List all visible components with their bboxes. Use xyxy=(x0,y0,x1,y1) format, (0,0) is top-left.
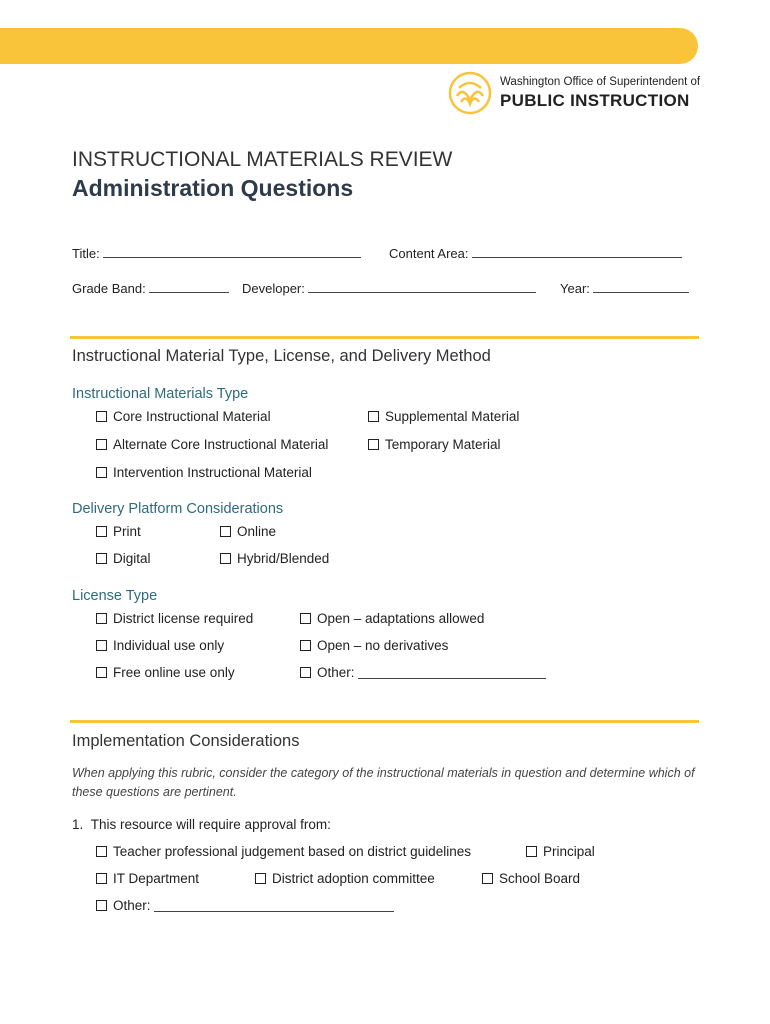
checkbox-icon[interactable] xyxy=(482,873,493,884)
checkbox-temporary[interactable] xyxy=(368,437,501,452)
checkbox-print[interactable] xyxy=(96,524,141,539)
checkbox-intervention[interactable] xyxy=(96,465,312,480)
section-divider-1 xyxy=(70,336,699,339)
checkbox-icon[interactable] xyxy=(300,667,311,678)
checkbox-label: Other: xyxy=(113,898,151,913)
license-other-line[interactable] xyxy=(358,667,546,679)
content-area-field[interactable] xyxy=(389,246,682,261)
checkbox-label: IT Department xyxy=(113,871,200,886)
logo-public-instruction: PUBLIC INSTRUCTION xyxy=(500,91,690,110)
content-area-field-line[interactable] xyxy=(472,246,682,258)
checkbox-icon[interactable] xyxy=(96,613,107,624)
grade-band-field[interactable] xyxy=(72,281,229,296)
checkbox-label: Online xyxy=(237,524,277,539)
checkbox-icon[interactable] xyxy=(96,411,107,422)
section-divider-2 xyxy=(70,720,699,723)
delivery-platform-heading: Delivery Platform Considerations xyxy=(72,501,284,517)
checkbox-label: Print xyxy=(113,524,141,539)
checkbox-icon[interactable] xyxy=(96,526,107,537)
checkbox-school-board[interactable] xyxy=(482,871,580,886)
checkbox-icon[interactable] xyxy=(96,873,107,884)
checkbox-icon[interactable] xyxy=(368,411,379,422)
page-title: Administration Questions xyxy=(72,175,354,201)
title-field[interactable] xyxy=(72,246,361,261)
checkbox-approval-other[interactable] xyxy=(96,898,394,913)
year-field-line[interactable] xyxy=(593,281,689,293)
checkbox-label: Other: xyxy=(317,665,355,680)
checkbox-icon[interactable] xyxy=(368,439,379,450)
developer-field-line[interactable] xyxy=(308,281,536,293)
checkbox-open-adaptations[interactable] xyxy=(300,611,484,626)
checkbox-icon[interactable] xyxy=(96,467,107,478)
checkbox-icon[interactable] xyxy=(300,640,311,651)
checkbox-icon[interactable] xyxy=(220,553,231,564)
checkbox-label: Open – no derivatives xyxy=(317,638,449,653)
checkbox-digital[interactable] xyxy=(96,551,151,566)
top-accent-bar xyxy=(0,28,698,64)
logo-agency-name: Washington Office of Superintendent of xyxy=(500,76,701,88)
checkbox-label: District license required xyxy=(113,611,254,626)
ospi-logo xyxy=(447,70,699,116)
checkbox-principal[interactable] xyxy=(526,844,595,859)
title-field-label: Title: xyxy=(72,246,100,261)
checkbox-district-adoption[interactable] xyxy=(255,871,435,886)
checkbox-teacher-judgement[interactable] xyxy=(96,844,471,859)
checkbox-label: Individual use only xyxy=(113,638,225,653)
year-field[interactable] xyxy=(560,281,689,296)
developer-field-label: Developer: xyxy=(242,281,305,296)
grade-band-field-line[interactable] xyxy=(149,281,229,293)
checkbox-label: Principal xyxy=(543,844,595,859)
checkbox-icon[interactable] xyxy=(220,526,231,537)
checkbox-supplemental[interactable] xyxy=(368,409,519,424)
checkbox-label: Core Instructional Material xyxy=(113,409,271,424)
checkbox-icon[interactable] xyxy=(96,553,107,564)
checkbox-label: Supplemental Material xyxy=(385,409,520,424)
title-field-line[interactable] xyxy=(103,246,361,258)
checkbox-license-other[interactable] xyxy=(300,665,546,680)
ospi-emblem-icon xyxy=(447,70,493,116)
content-area-field-label: Content Area: xyxy=(389,246,469,261)
checkbox-label: School Board xyxy=(499,871,581,886)
checkbox-district-license[interactable] xyxy=(96,611,253,626)
checkbox-icon[interactable] xyxy=(255,873,266,884)
checkbox-label: Hybrid/Blended xyxy=(237,551,330,566)
checkbox-icon[interactable] xyxy=(300,613,311,624)
checkbox-hybrid-blended[interactable] xyxy=(220,551,329,566)
year-field-label: Year: xyxy=(560,281,590,296)
checkbox-core-instructional[interactable] xyxy=(96,409,271,424)
checkbox-label: Alternate Core Instructional Material xyxy=(113,437,329,452)
checkbox-icon[interactable] xyxy=(96,640,107,651)
checkbox-label: Teacher professional judgement based on district guidelines xyxy=(113,844,471,859)
checkbox-online[interactable] xyxy=(220,524,276,539)
checkbox-label: Intervention Instructional Material xyxy=(113,465,312,480)
checkbox-it-department[interactable] xyxy=(96,871,199,886)
checkbox-icon[interactable] xyxy=(96,667,107,678)
section-heading-implementation: Implementation Considerations xyxy=(72,732,300,750)
license-type-heading: License Type xyxy=(72,588,158,604)
checkbox-free-online[interactable] xyxy=(96,665,235,680)
checkbox-icon[interactable] xyxy=(96,846,107,857)
checkbox-individual-use[interactable] xyxy=(96,638,224,653)
question-1-text: 1. This resource will require approval from: xyxy=(72,817,331,832)
checkbox-icon[interactable] xyxy=(96,439,107,450)
checkbox-label: Open – adaptations allowed xyxy=(317,611,485,626)
checkbox-alternate-core[interactable] xyxy=(96,437,328,452)
checkbox-label: Free online use only xyxy=(113,665,235,680)
approval-other-line[interactable] xyxy=(154,900,394,912)
document-kicker: INSTRUCTIONAL MATERIALS REVIEW xyxy=(72,148,453,171)
developer-field[interactable] xyxy=(242,281,536,296)
rubric-note: When applying this rubric, consider the category of the instructional materials in question and determine which of these questions are pertinent. xyxy=(72,766,695,799)
checkbox-label: Temporary Material xyxy=(385,437,501,452)
checkbox-label: District adoption committee xyxy=(272,871,435,886)
checkbox-open-no-derivatives[interactable] xyxy=(300,638,448,653)
checkbox-icon[interactable] xyxy=(526,846,537,857)
checkbox-label: Digital xyxy=(113,551,151,566)
grade-band-field-label: Grade Band: xyxy=(72,281,146,296)
materials-type-heading: Instructional Materials Type xyxy=(72,386,249,402)
checkbox-icon[interactable] xyxy=(96,900,107,911)
section-heading-type-license: Instructional Material Type, License, and Delivery Method xyxy=(72,347,491,365)
